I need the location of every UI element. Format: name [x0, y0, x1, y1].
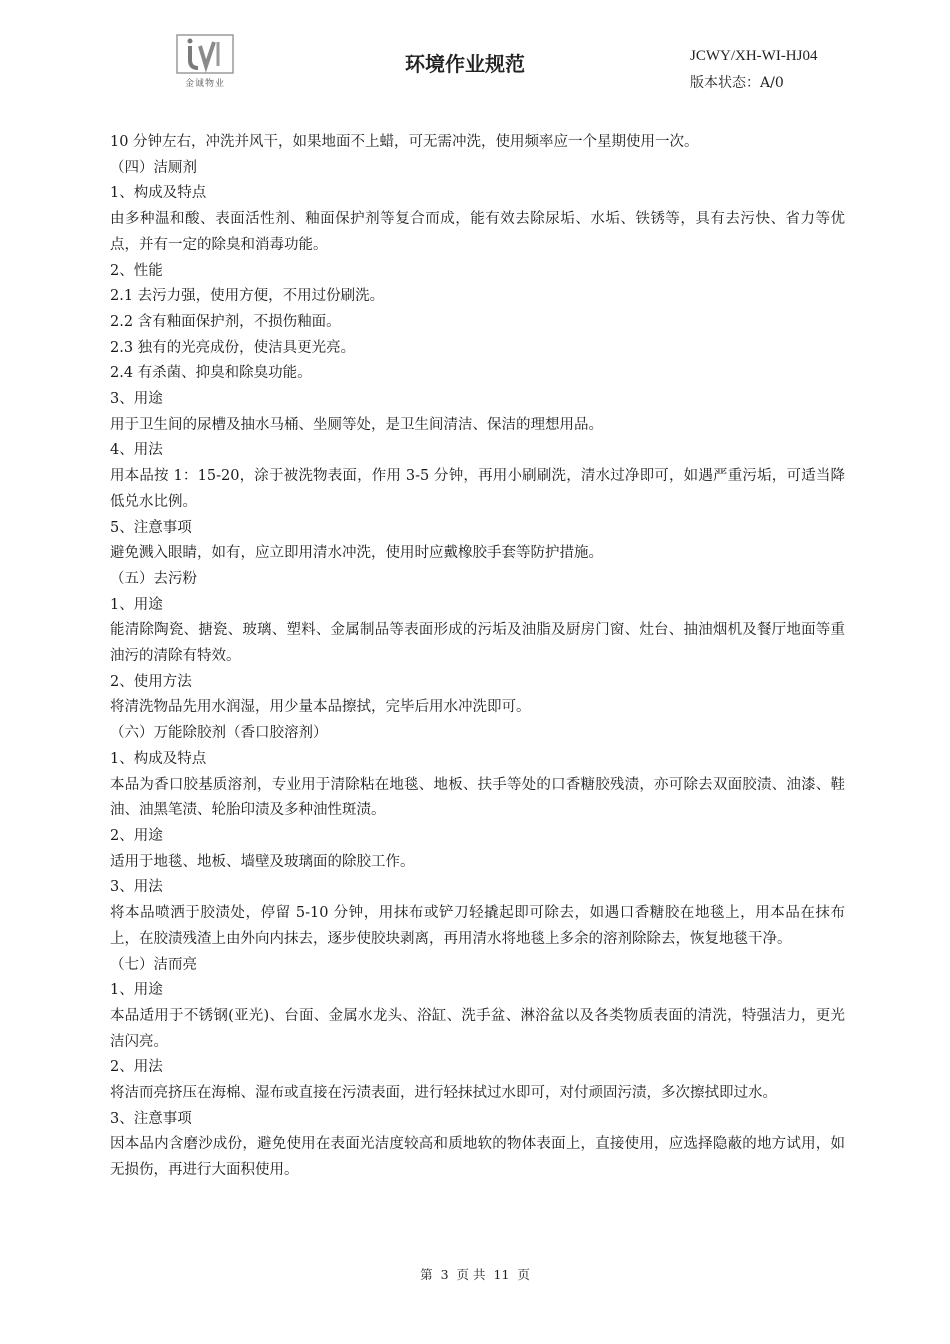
- body-paragraph: 避免溅入眼睛，如有，应立即用清水冲洗，使用时应戴橡胶手套等防护措施。: [110, 545, 603, 562]
- section-heading: （六）万能除胶剂（香口胶溶剂）: [110, 725, 328, 742]
- current-page-number: 3: [440, 1267, 449, 1282]
- subsection-heading: 5、注意事项: [110, 519, 192, 536]
- body-paragraph: 本品适用于不锈钢(亚光)、台面、金属水龙头、浴缸、洗手盆、淋浴盆以及各类物质表面的清洗，特强洁力，更光洁闪亮。: [110, 1007, 845, 1050]
- body-paragraph: 2.1 去污力强，使用方便，不用过份刷洗。: [110, 288, 385, 305]
- subsection-heading: 2、性能: [110, 262, 163, 279]
- document-body: [110, 130, 845, 1184]
- logo-text: 金诚物业: [184, 79, 225, 89]
- body-paragraph: 用于卫生间的尿槽及抽水马桶、坐厕等处，是卫生间清洁、保洁的理想用品。: [110, 416, 603, 433]
- company-logo: [176, 34, 234, 90]
- total-page-count: 11: [493, 1267, 510, 1282]
- subsection-heading: 1、构成及特点: [110, 185, 207, 202]
- document-title: 环境作业规范: [405, 52, 525, 76]
- subsection-heading: 3、用途: [110, 391, 163, 408]
- body-paragraph: 适用于地毯、地板、墙壁及玻璃面的除胶工作。: [110, 853, 415, 870]
- logo-mark-icon: [176, 34, 234, 78]
- body-paragraph: 将本品喷洒于胶渍处，停留 5-10 分钟，用抹布或铲刀轻撬起即可除去，如遇口香糖胶在地毯上，用本品在抹布上，在胶渍残渣上由外向内抹去，逐步使胶块剥离，再用清水将地毯上多余的溶剂除除去，恢复地毯干净。: [110, 905, 845, 947]
- body-paragraph: 2.4 有杀菌、抑臭和除臭功能。: [110, 365, 312, 382]
- body-paragraph: 用本品按 1：15-20，涂于被洗物表面，作用 3-5 分钟，再用小刷刷洗，清水过净即可，如遇严重污垢，可适当降低兑水比例。: [110, 468, 845, 510]
- section-heading: （七）洁而亮: [110, 956, 197, 973]
- subsection-heading: 1、构成及特点: [110, 750, 207, 767]
- body-paragraph: 因本品内含磨沙成份，避免使用在表面光洁度较高和质地软的物体表面上，直接使用，应选择隐蔽的地方试用，如无损伤，再进行大面积使用。: [110, 1136, 845, 1179]
- body-paragraph: 将洁而亮挤压在海棉、湿布或直接在污渍表面，进行轻抹拭过水即可，对付顽固污渍，多次擦拭即过水。: [110, 1085, 777, 1102]
- body-paragraph: 10 分钟左右，冲洗并风干，如果地面不上蜡，可无需冲洗，使用频率应一个星期使用一次。: [110, 134, 699, 150]
- subsection-heading: 3、用法: [110, 879, 163, 896]
- section-heading: （五）去污粉: [110, 570, 197, 587]
- page-footer: [0, 1265, 950, 1283]
- subsection-heading: 2、用途: [110, 827, 163, 844]
- subsection-heading: 1、用途: [110, 596, 163, 613]
- section-heading: （四）洁厕剂: [110, 159, 197, 176]
- body-paragraph: 2.2 含有釉面保护剂，不损伤釉面。: [110, 313, 341, 330]
- body-paragraph: 2.3 独有的光亮成份，使洁具更光亮。: [110, 339, 356, 356]
- footer-suffix: 页: [517, 1267, 530, 1282]
- body-paragraph: 能清除陶瓷、搪瓷、玻璃、塑料、金属制品等表面形成的污垢及油脂及厨房门窗、灶台、抽油烟机及餐厅地面等重油污的清除有特效。: [110, 622, 845, 665]
- subsection-heading: 2、用法: [110, 1059, 163, 1076]
- body-paragraph: 由多种温和酸、表面活性剂、釉面保护剂等复合而成，能有效去除尿垢、水垢、铁锈等，具有去污快、省力等优点，并有一定的除臭和消毒功能。: [110, 211, 845, 253]
- body-paragraph: 本品为香口胶基质溶剂，专业用于清除粘在地毯、地板、扶手等处的口香糖胶残渍，亦可除去双面胶渍、油漆、鞋油、油黑笔渍、轮胎印渍及多种油性斑渍。: [110, 776, 845, 819]
- version-status: 版本状态：A/0: [690, 75, 784, 91]
- subsection-heading: 1、用途: [110, 982, 163, 999]
- footer-prefix: 第: [420, 1267, 433, 1282]
- document-number: JCWY/XH-WI-HJ04: [690, 48, 818, 64]
- subsection-heading: 3、注意事项: [110, 1110, 192, 1127]
- page-header: [0, 0, 950, 120]
- subsection-heading: 2、使用方法: [110, 673, 192, 690]
- footer-middle: 页 共: [456, 1267, 486, 1282]
- subsection-heading: 4、用法: [110, 442, 163, 459]
- body-paragraph: 将清洗物品先用水润湿，用少量本品擦拭，完毕后用水冲洗即可。: [110, 699, 531, 716]
